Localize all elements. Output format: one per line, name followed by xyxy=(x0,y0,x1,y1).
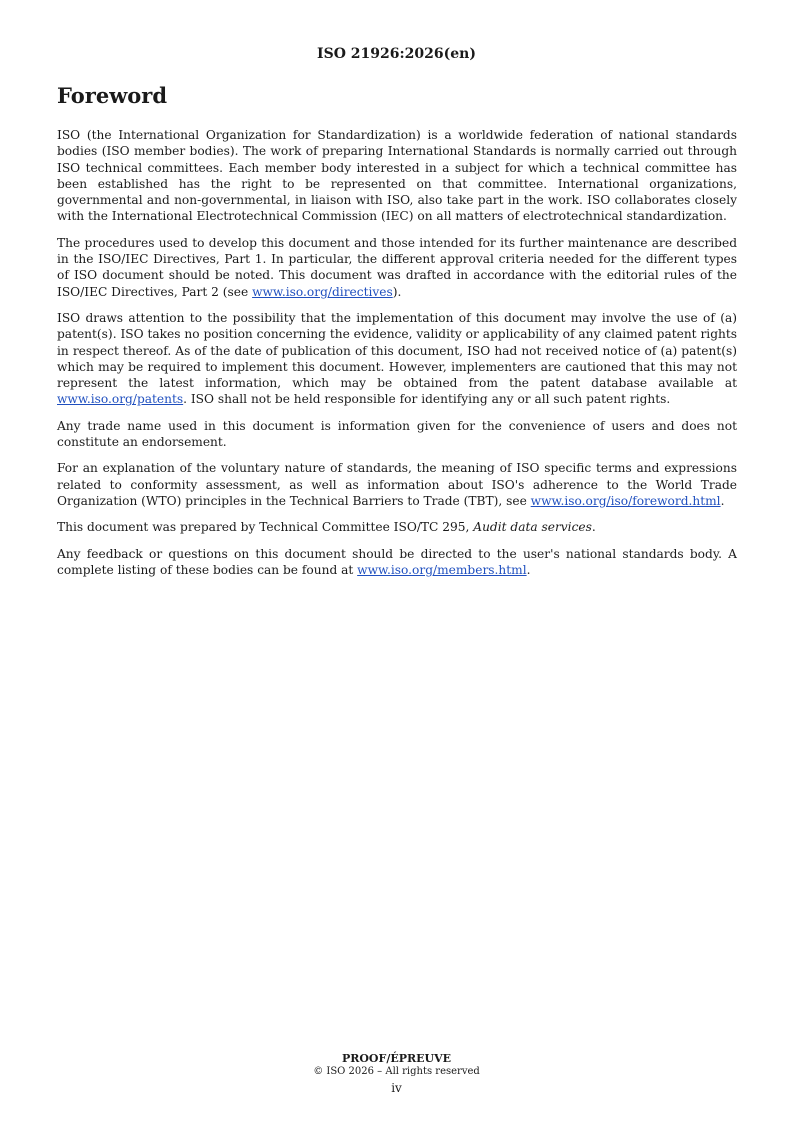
paragraph-patents xyxy=(57,310,737,408)
paragraph-text: ISO (the International Organization for Standardization) is a worldwide federation of national standards bodies (ISO member bodies). The work of preparing International Standards is normally carried out through ISO technical committees. Each member body interested in a subject for which a technical committee has been established has the right to be represented on that committee. International organizations, governmental and non-governmental, in liaison with ISO, also take part in the work. ISO collaborates closely with the International Electrotechnical Commission (IEC) on all matters of electrotechnical standardization. xyxy=(57,128,737,224)
foreword-link[interactable]: www.iso.org/iso/foreword.html xyxy=(530,493,721,508)
committee-title: Audit data services xyxy=(473,520,592,535)
paragraph-procedures xyxy=(57,235,737,300)
paragraph-trade-name xyxy=(57,418,737,451)
foreword-body xyxy=(57,127,737,588)
page-title: Foreword xyxy=(57,83,168,108)
paragraph-text: ISO draws attention to the possibility that the implementation of this document may involve the use of (a) patent(s). ISO takes no position concerning the evidence, validity or applicability of any claimed patent rights in respect thereof. As of the date of publication of this document, ISO had not received notice of (a) patent(s) which may be required to implement this document. However, implementers are cautioned that this may not represent the latest information, which may be obtained from the patent database available at xyxy=(57,310,737,391)
paragraph-text-end: . xyxy=(526,562,531,577)
paragraph-voluntary-nature xyxy=(57,460,737,509)
paragraph-text-end: ). xyxy=(392,284,402,299)
document-id-header: ISO 21926:2026(en) xyxy=(317,46,476,62)
page-footer xyxy=(0,1052,793,1095)
paragraph-text: For an explanation of the voluntary nature of standards, the meaning of ISO specific terms and expressions related to conformity assessment, as well as information about ISO's adherence to the World Trade Organization (WTO) principles in the Technical Barriers to Trade (TBT), see xyxy=(57,461,737,508)
paragraph-text: Any trade name used in this document is information given for the convenience of users and does not constitute an endorsement. xyxy=(57,418,737,450)
paragraph-text: Any feedback or questions on this document should be directed to the user's national standards body. A complete listing of these bodies can be found at xyxy=(57,546,737,577)
directives-link[interactable]: www.iso.org/directives xyxy=(252,284,393,299)
paragraph-text: This document was prepared by Technical Committee ISO/TC 295, xyxy=(57,520,474,535)
paragraph-text-end: . ISO shall not be held responsible for identifying any or all such patent rights. xyxy=(183,392,671,407)
paragraph-committee xyxy=(57,519,737,535)
page-number: iv xyxy=(391,1081,402,1095)
patents-link[interactable]: www.iso.org/patents xyxy=(57,392,184,407)
paragraph-iso-federation xyxy=(57,127,737,225)
proof-label: PROOF/ÉPREUVE xyxy=(341,1052,452,1065)
copyright-notice: © ISO 2026 – All rights reserved xyxy=(313,1066,480,1077)
paragraph-text-end: . xyxy=(591,520,596,535)
paragraph-feedback xyxy=(57,546,737,579)
paragraph-text-end: . xyxy=(720,493,725,508)
paragraph-text: The procedures used to develop this document and those intended for its further maintenance are described in the ISO/IEC Directives, Part 1. In particular, the different approval criteria needed for the different types of ISO document should be noted. This document was drafted in accordance with the editorial rules of the ISO/IEC Directives, Part 2 (see xyxy=(57,235,737,299)
members-link[interactable]: www.iso.org/members.html xyxy=(357,562,527,577)
